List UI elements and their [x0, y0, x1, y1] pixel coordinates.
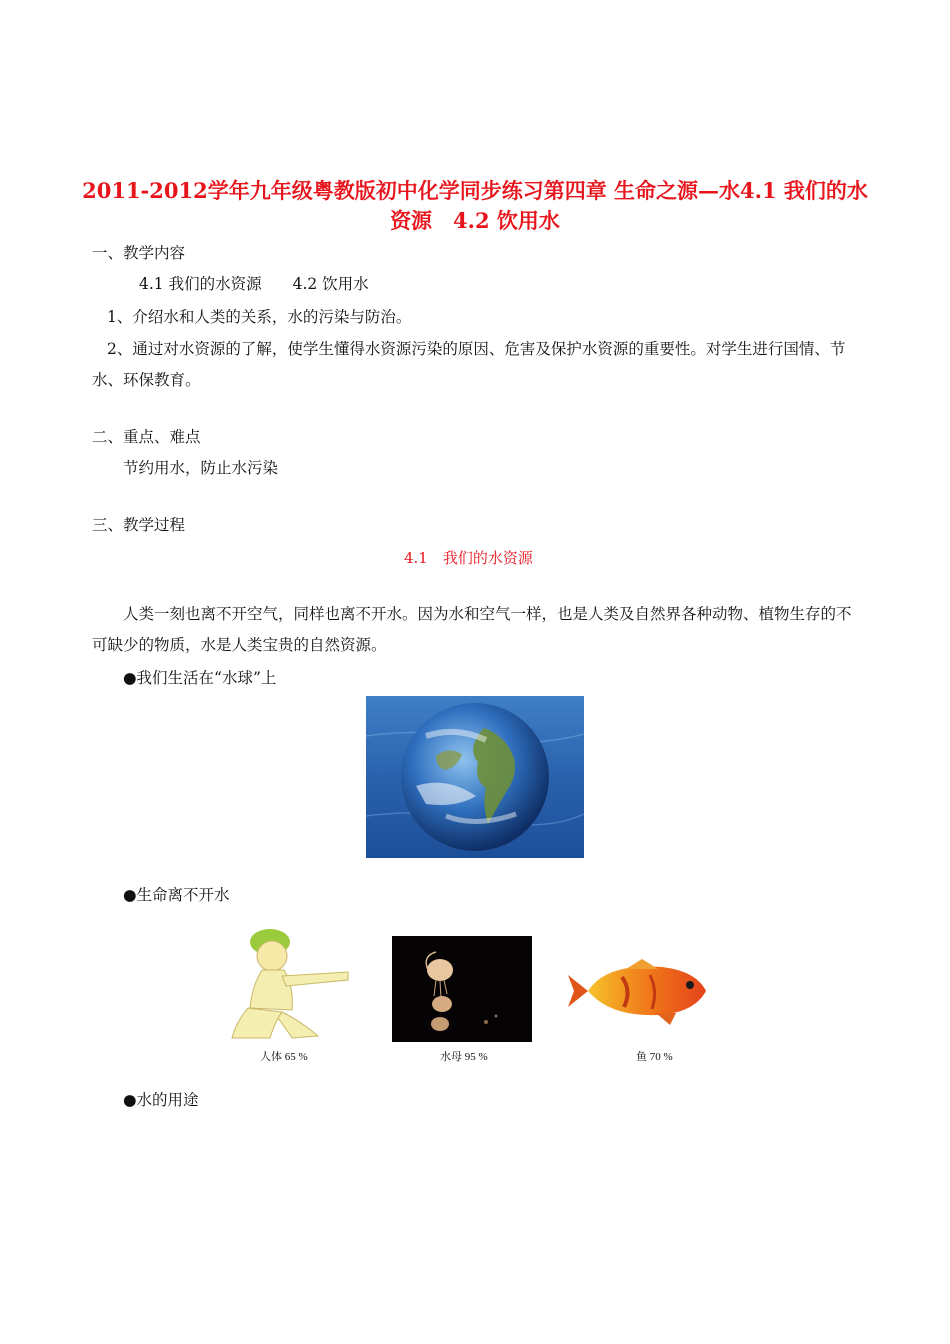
- caption-fish: 鱼 70 %: [636, 1051, 673, 1063]
- section-2-body: 节约用水，防止水污染: [123, 459, 279, 477]
- section-2-heading: 二、重点、难点: [92, 428, 201, 446]
- section-1-heading: 一、教学内容: [92, 244, 186, 262]
- fish-image: [566, 955, 720, 1027]
- section-1-subtopics: 4.1 我们的水资源 4.2 饮用水: [139, 275, 369, 293]
- jellyfish-image: [392, 936, 532, 1042]
- section-3-intro: 人类一刻也离不开空气，同样也离不开水。因为水和空气一样，也是人类及自然界各种动物、植物生存的不可缺少的物质，水是人类宝贵的自然资源。: [92, 605, 852, 654]
- bullet-uses-of-water: ●水的用途: [123, 1091, 199, 1109]
- bullet-life-needs-water: ●生命离不开水: [123, 886, 230, 904]
- section-3-subtitle: 4.1 我们的水资源: [404, 549, 533, 567]
- caption-jellyfish: 水母 95 %: [440, 1051, 488, 1063]
- section-3-heading: 三、教学过程: [92, 516, 186, 534]
- document-title: 2011-2012学年九年级粤教版初中化学同步练习第四章 生命之源—水4.1 我们的水资源 4.2 饮用水: [82, 178, 868, 233]
- earth-image: [366, 696, 584, 858]
- child-figure-image: [222, 926, 352, 1044]
- section-1-item-1: 1、介绍水和人类的关系，水的污染与防治。: [107, 308, 412, 326]
- bullet-water-planet: ●我们生活在“水球”上: [123, 669, 277, 687]
- caption-human: 人体 65 %: [260, 1051, 308, 1063]
- section-1-item-2: 2、通过对水资源的了解，使学生懂得水资源污染的原因、危害及保护水资源的重要性。对学生进行国情、节水、环保教育。: [92, 340, 846, 389]
